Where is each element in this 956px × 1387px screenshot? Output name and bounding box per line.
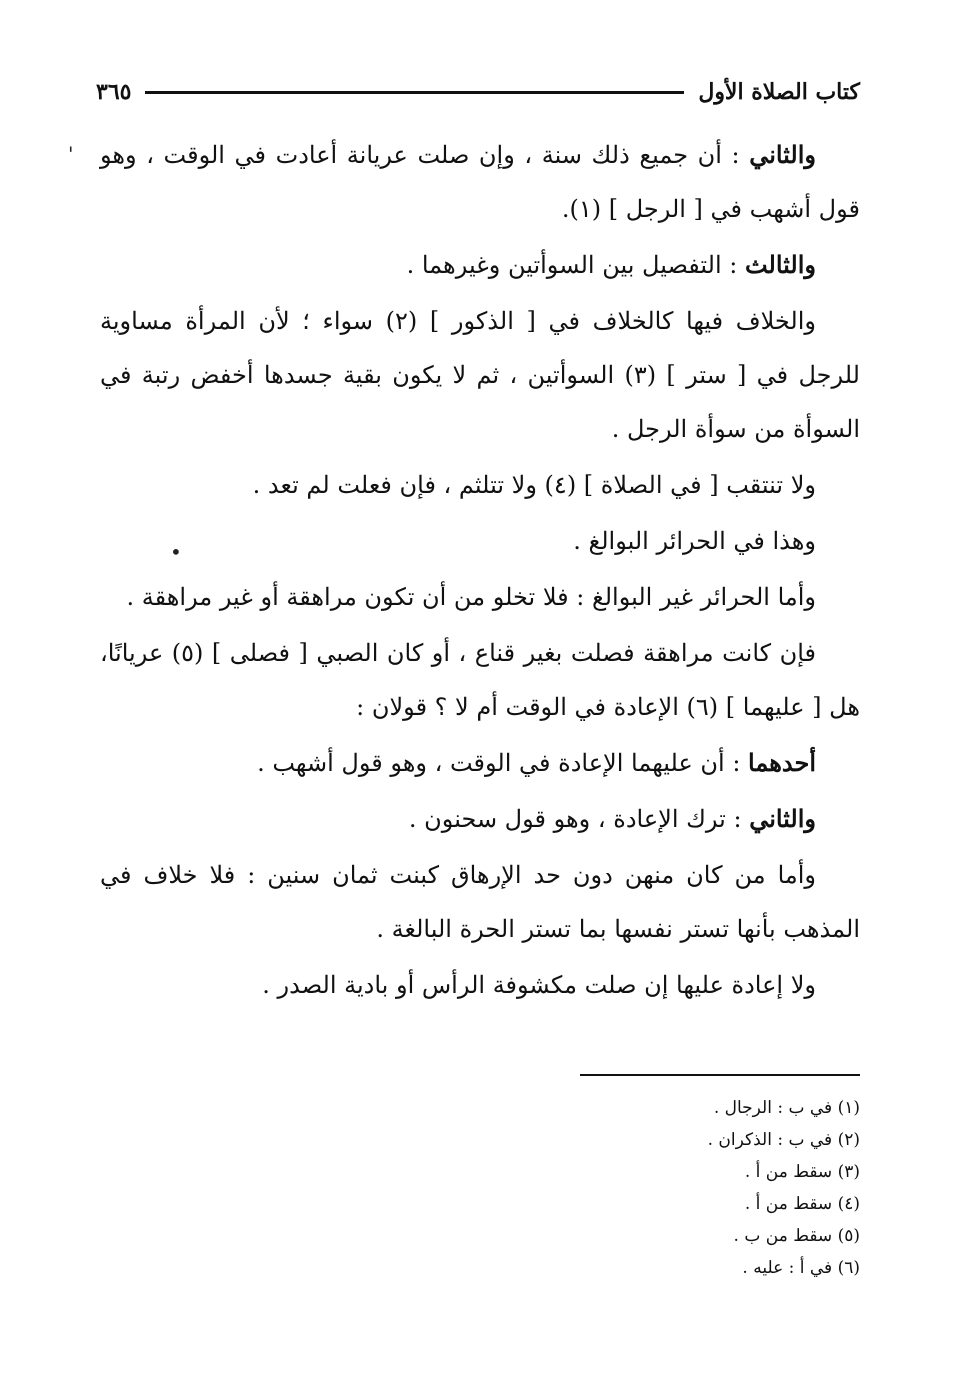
paragraph-text: : ترك الإعادة ، وهو قول سحنون . (408, 805, 750, 833)
footnote-item: (١) في ب : الرجال . (713, 1098, 860, 1118)
main-text (100, 128, 860, 1014)
paragraph-lead: والثاني (749, 804, 816, 833)
paragraph (100, 792, 860, 846)
footnote-item: (٢) في ب : الذكران . (707, 1130, 860, 1150)
paragraph (100, 238, 860, 292)
header-rule (145, 91, 684, 94)
paragraph-text: وأما من كان منهن دون حد الإرهاق كبنت ثمان سنين : فلا خلاف في المذهب بأنها تستر نفسها بما تستر الحرة البالغة . (100, 861, 860, 943)
paragraph (100, 514, 860, 568)
paragraph-lead: أحدهما (748, 748, 816, 777)
paragraph (100, 958, 860, 1012)
paragraph-text: والخلاف فيها كالخلاف في [ الذكور ] (٢) سواء ؛ لأن المرأة مساوية للرجل في [ ستر ] (٣) السوأتين ، ثم لا يكون بقية جسدها أخفض رتبة في السوأة من سوأة الرجل . (100, 307, 860, 443)
paragraph-text: وهذا في الحرائر البوالغ . (573, 527, 816, 555)
paragraph-text: ولا تنتقب [ في الصلاة ] (٤) ولا تتلثم ، فإن فعلت لم تعد . (252, 471, 816, 499)
paragraph-text: : التفصيل بين السوأتين وغيرهما . (406, 251, 745, 279)
footnote-item: (٤) سقط من أ . (744, 1194, 860, 1214)
page-number: ٣٦٥ (96, 79, 132, 105)
paragraph (100, 128, 860, 236)
footnote-item: (٦) في أ : عليه . (742, 1258, 860, 1278)
running-title: كتاب الصلاة الأول (698, 79, 860, 105)
scan-dot: • (170, 540, 182, 564)
paragraph-lead: والثالث (744, 250, 816, 279)
paragraph-text: وأما الحرائر غير البوالغ : فلا تخلو من أن تكون مراهقة أو غير مراهقة . (126, 583, 816, 611)
footnotes (100, 1092, 860, 1284)
paragraph-text: ولا إعادة عليها إن صلت مكشوفة الرأس أو بادية الصدر . (262, 971, 816, 999)
page-header (96, 72, 860, 112)
footnote-separator (580, 1074, 860, 1076)
paragraph (100, 294, 860, 456)
paragraph (100, 570, 860, 624)
paragraph (100, 626, 860, 734)
paragraph-text: : أن جميع ذلك سنة ، وإن صلت عريانة أعادت في الوقت ، وهو قول أشهب في [ الرجل ] (١). (100, 141, 860, 223)
paragraph (100, 848, 860, 956)
paragraph-text: فإن كانت مراهقة فصلت بغير قناع ، أو كان الصبي [ فصلى ] (٥) عريانًا، هل [ عليهما ] (٦) الإعادة في الوقت أم لا ؟ قولان : (100, 639, 860, 721)
footnote-item: (٣) سقط من أ . (744, 1162, 860, 1182)
paragraph-lead: والثاني (749, 140, 816, 169)
paragraph-text: : أن عليهما الإعادة في الوقت ، وهو قول أشهب . (257, 749, 749, 777)
footnote-item: (٥) سقط من ب . (733, 1226, 860, 1246)
scan-speck: ' (68, 142, 74, 166)
paragraph (100, 458, 860, 512)
paragraph (100, 736, 860, 790)
